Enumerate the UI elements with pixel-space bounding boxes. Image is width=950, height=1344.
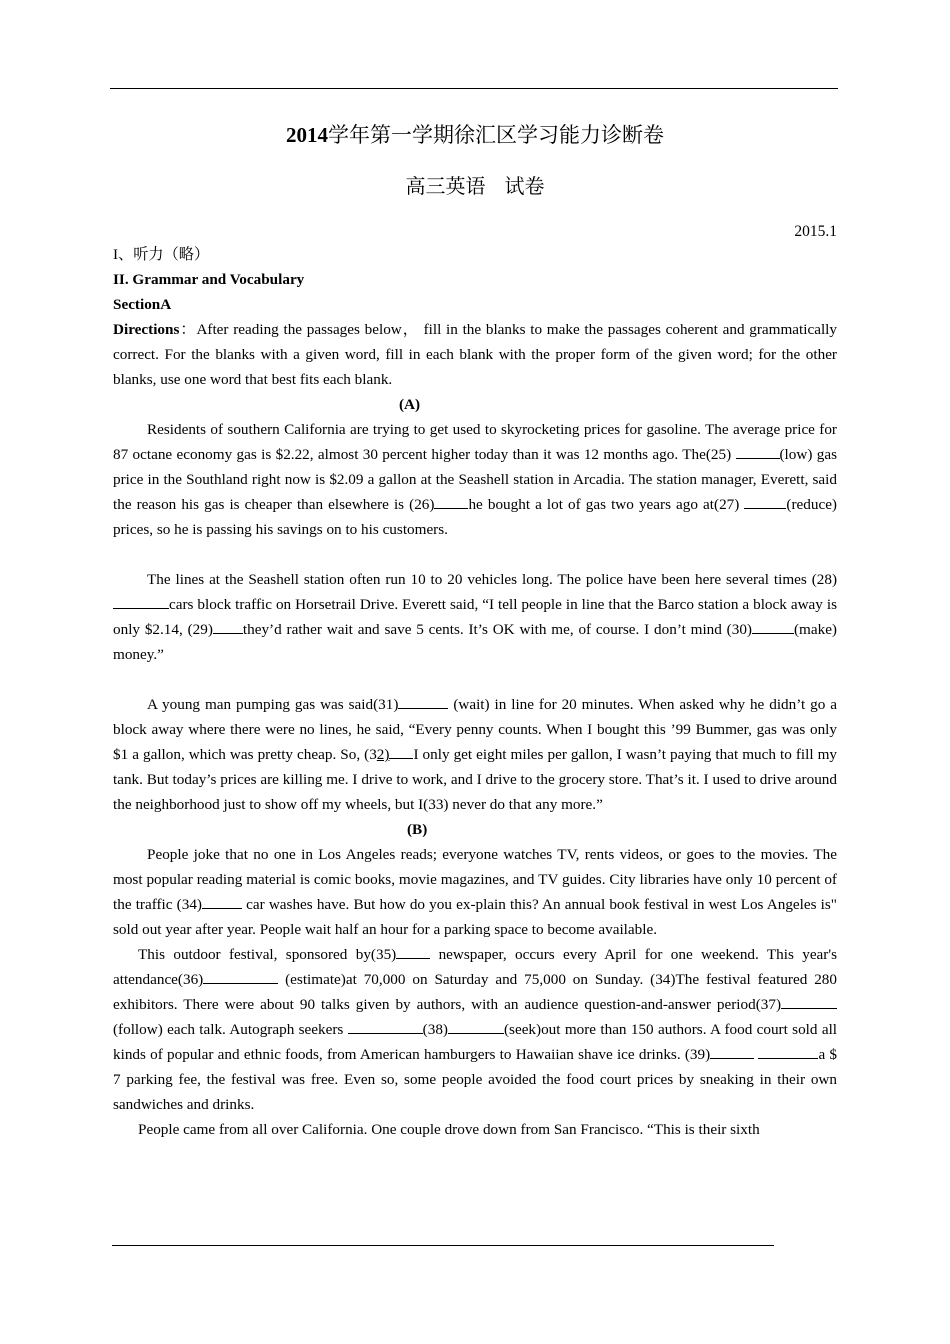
blank-25[interactable] bbox=[736, 444, 780, 459]
passage-b-label: (B) bbox=[407, 821, 428, 838]
blank-28[interactable] bbox=[113, 594, 169, 609]
blank-30[interactable] bbox=[752, 619, 794, 634]
spacer bbox=[113, 542, 837, 567]
blank-39-b[interactable] bbox=[758, 1044, 818, 1059]
passage-b-paragraph-1: People joke that no one in Los Angeles reads; everyone watches TV, rents videos, or goes to the movies. The most popular reading material is comic books, movie magazines, and TV guides. City libraries have only 10 percent of the traffic (34) car washes have. But how do you ex-plain this? An annual book festival in west Los Angeles is" sold out year after year. People wait half an hour for a parking space to become available. bbox=[113, 846, 837, 938]
bottom-rule bbox=[112, 1245, 774, 1246]
blank-37[interactable] bbox=[781, 994, 837, 1009]
blank-36[interactable] bbox=[203, 969, 278, 984]
passage-b-paragraph-3: People came from all over California. One couple drove down from San Francisco. “This is their sixth bbox=[138, 1121, 760, 1138]
passage-a-paragraph-1: Residents of southern California are trying to get used to skyrocketing prices for gasoline. The average price for 87 octane economy gas is $2.22, almost 30 percent higher today than it was 12 months ago. The(25) (low) gas price in the Southland right now is $2.09 a gallon at the Seashell station in Arcadia. The station manager, Everett, said the reason his gas is cheaper than elsewhere is (26) he bought a lot of gas two years ago at(27) (reduce) prices, so he is passing his savings on to his customers. bbox=[113, 421, 837, 538]
blank-26[interactable] bbox=[434, 494, 468, 509]
title-text: 学年第一学期徐汇区学习能力诊断卷 bbox=[328, 123, 664, 147]
directions bbox=[113, 317, 837, 392]
directions-label: Directions bbox=[113, 321, 180, 338]
title-year: 2014 bbox=[286, 123, 328, 147]
page-subtitle: 高三英语 试卷 bbox=[405, 176, 545, 198]
section-listening: I、听力（略） bbox=[113, 246, 210, 263]
blank-38-a[interactable] bbox=[348, 1019, 423, 1034]
blank-32-number: 2) bbox=[376, 746, 390, 763]
spacer bbox=[113, 667, 837, 692]
exam-date: 2015.1 bbox=[794, 223, 837, 240]
blank-39-a[interactable] bbox=[710, 1044, 754, 1059]
directions-text: ：After reading the passages below， fill in the blanks to make the passages coherent and grammatically correct. For the blanks with a given word, fill in each blank with the proper form of the given word; for the other blanks, use one word that best fits each blank. bbox=[113, 321, 837, 388]
section-grammar-heading: II. Grammar and Vocabulary bbox=[113, 271, 305, 288]
document-body bbox=[113, 242, 837, 1142]
top-rule bbox=[110, 88, 838, 89]
section-a-heading: SectionA bbox=[113, 296, 172, 313]
blank-32[interactable] bbox=[389, 744, 413, 759]
passage-a-paragraph-2: The lines at the Seashell station often run 10 to 20 vehicles long. The police have been here several times (28)cars block traffic on Horsetrail Drive. Everett said, “I tell people in line that the Barco station a block away is only $2.14, (29) they’d rather wait and save 5 cents. It’s OK with me, of course. I don’t mind (30) (make) money.” bbox=[113, 571, 837, 663]
passage-a-label: (A) bbox=[399, 396, 421, 413]
blank-29[interactable] bbox=[213, 619, 243, 634]
passage-a-paragraph-3: A young man pumping gas was said(31) (wait) in line for 20 minutes. When asked why he didn’t go a block away where there were no lines, he said, “Every penny counts. When I bought this ’99 Bummer, gas was only $1 a gallon, which was pretty cheap. So, (32) I only get eight miles per gallon, I wasn’t paying that much to fill my tank. But today’s prices are killing me. I drive to work, and I drive to the grocery store. That’s it. I used to drive around the neighborhood just to show off my wheels, but I(33) never do that any more.” bbox=[113, 696, 837, 813]
blank-34[interactable] bbox=[202, 894, 242, 909]
blank-31[interactable] bbox=[398, 694, 448, 709]
passage-b-paragraph-2: This outdoor festival, sponsored by(35) newspaper, occurs every April for one weekend. This year's attendance(36) (estimate)at 70,000 on Saturday and 75,000 on Sunday. (34)The festival featured 280 exhibitors. There were about 90 talks given by authors, with an audience question-and-answer period(37) (follow) each talk. Autograph seekers (38) (seek)out more than 150 authors. A food court sold all kinds of popular and ethnic foods, from American hamburgers to Hawaiian shave ice drinks. (39) a $ 7 parking fee, the festival was free. Even so, some people avoided the food court prices by sneaking in their own sandwiches and drinks. bbox=[113, 946, 838, 1113]
blank-35[interactable] bbox=[396, 944, 430, 959]
blank-27[interactable] bbox=[744, 494, 786, 509]
page-title bbox=[0, 122, 950, 148]
blank-38-b[interactable] bbox=[448, 1019, 504, 1034]
